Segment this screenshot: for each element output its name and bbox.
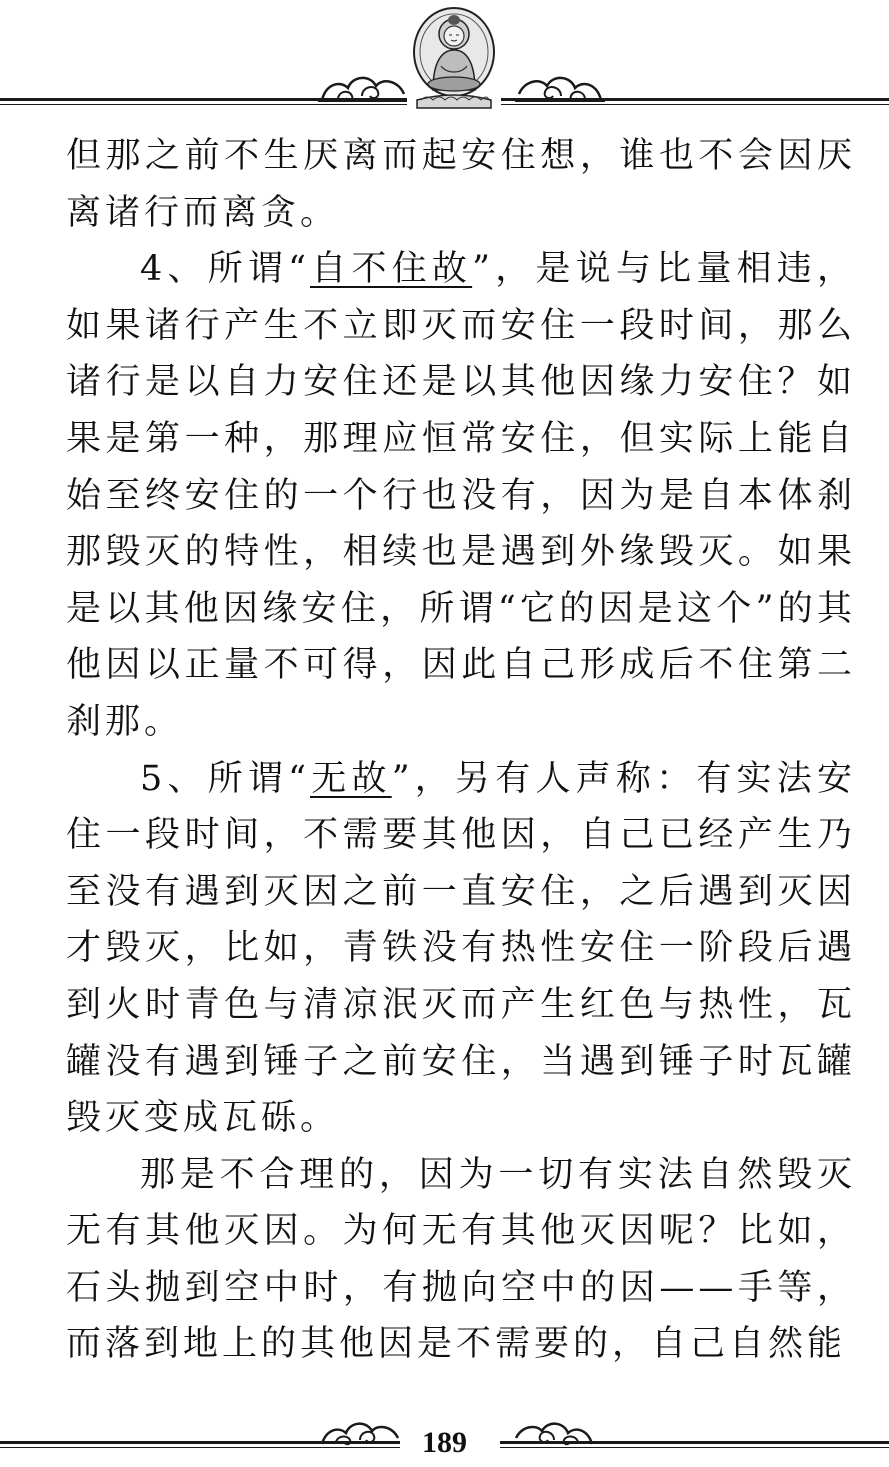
paragraph-2-body: ”，是说与比量相违，如果诸行产生不立即灭而安住一段时间，那么诸行是以自力安住还是以其他因缘力安住？如果是第一种，那理应恒常安住，但实际上能自始至终安住的一个行也没有，因为是自本体刹那毁灭的特性，相续也是遇到外缘毁灭。如果是以其他因缘安住，所谓“它的因是这个”的其他因以正量不可得，因此自己形成后不住第二刹那。 <box>66 249 856 742</box>
paragraph-2-underlined-term: 自不住故 <box>310 249 473 290</box>
paragraph-3-underlined-term: 无故 <box>310 758 392 799</box>
body-text <box>66 128 856 1373</box>
cloud-left-icon <box>318 70 408 104</box>
paragraph-3-prefix: 5、所谓“ <box>140 758 311 799</box>
paragraph-2 <box>66 241 856 750</box>
paragraph-3-body: ”，另有人声称：有实法安住一段时间，不需要其他因，自己已经产生乃至没有遇到灭因之前一直安住，之后遇到灭因才毁灭，比如，青铁没有热性安住一阶段后遇到火时青色与清凉泯灭而产生红色与热性，瓦罐没有遇到锤子之前安住，当遇到锤子时瓦罐毁灭变成瓦砾。 <box>66 758 856 1139</box>
paragraph-4 <box>66 1147 856 1373</box>
page-number: 189 <box>422 1426 467 1459</box>
paragraph-2-prefix: 4、所谓“ <box>140 249 311 290</box>
paragraph-1-text: 但那之前不生厌离而起安住想，谁也不会因厌离诸行而离贪。 <box>66 136 856 233</box>
buddha-icon <box>407 4 501 112</box>
paragraph-1 <box>66 128 856 241</box>
paragraph-4-text: 那是不合理的，因为一切有实法自然毁灭无有其他灭因。为何无有其他灭因呢？比如，石头抛到空中时，有抛向空中的因——手等，而落到地上的其他因是不需要的，自己自然能 <box>66 1154 856 1365</box>
cloud-right-icon <box>515 70 605 104</box>
paragraph-3 <box>66 751 856 1147</box>
